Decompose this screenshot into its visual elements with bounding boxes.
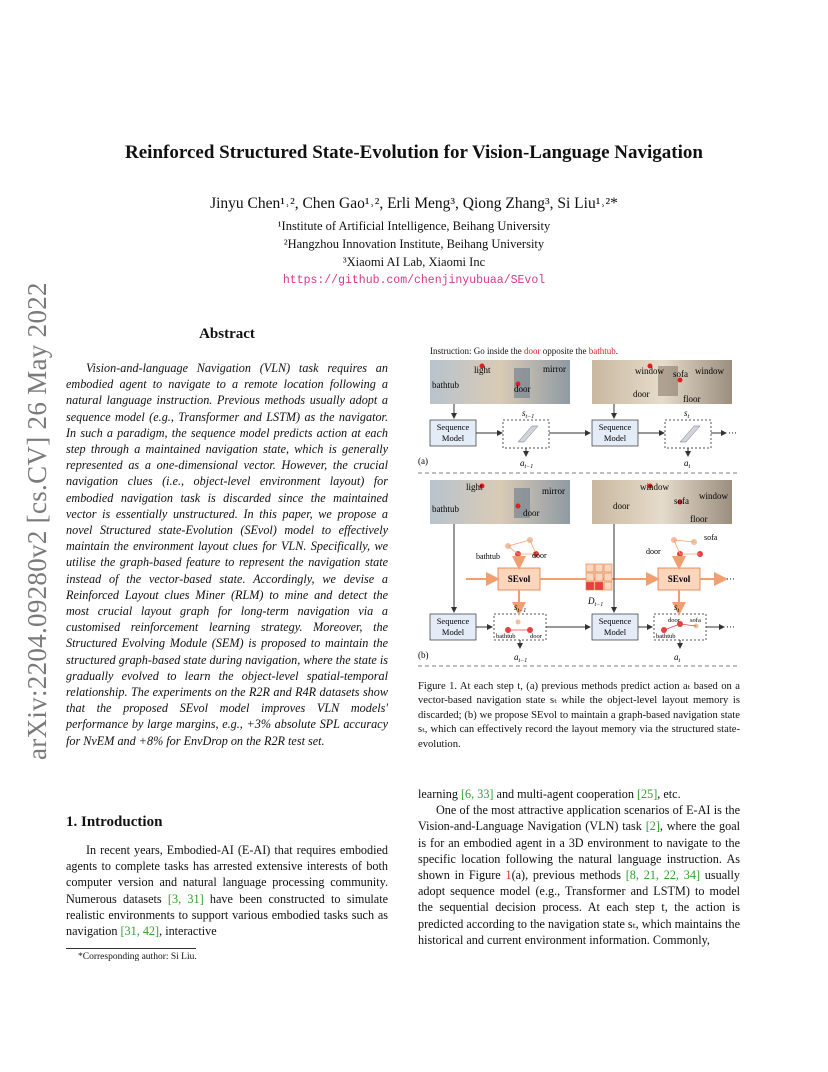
footnote-rule xyxy=(66,948,196,949)
affiliation-3: ³Xiaomi AI Lab, Xiaomi Inc xyxy=(342,255,486,269)
sequence-model-label: Sequence xyxy=(436,422,470,432)
paper-title: Reinforced Structured State-Evolution for Vision-Language Navigation xyxy=(125,142,703,163)
object-label: window xyxy=(635,366,664,376)
svg-text:Model: Model xyxy=(603,433,627,443)
svg-text:st: $s_t$ xyxy=(684,408,690,420)
citation-link[interactable]: [2] xyxy=(645,819,660,834)
figure-link[interactable]: 1 xyxy=(505,868,512,883)
paragraph-continuation: learning [6, 33] and multi-agent cooperation [25], etc. xyxy=(418,787,681,801)
object-label: door xyxy=(514,384,531,394)
citation-link[interactable]: [8, 21, 22, 34] xyxy=(625,868,700,883)
object-label: light xyxy=(474,365,491,375)
layout-memory-grid xyxy=(586,564,612,590)
figure-label-a: (a) xyxy=(418,456,428,466)
svg-text:at: $a_t$ xyxy=(674,652,681,664)
svg-text:···: ··· xyxy=(728,428,737,438)
abstract-text: Vision-and-language Navigation (VLN) task requires an embodied agent to navigate to a remote location following a natural language instruction. Previous methods usually adopt a sequence model (e.g., Transformer and LSTM) as the navigator. In such a paradigm, the sequence model predicts action at each step through a maintained navigation state, which is generally represented as a one-dimensional vector. However, the crucial navigation clues (i.e., object-level environment layout) for embodied navigation task is discarded since the maintained vector is essentially unstructured. In this paper, we propose a novel Structured state-Evolution (SEvol) model to effectively maintain the environment layout clues for VLN. Specifically, we utilise the graph-based feature to represent the navigation state instead of the vector-based state. Accordingly, we devise a Reinforced Layout clues Miner (RLM) to mine and detect the most crucial layout graph for long-term navigation via a customised reinforcement learning strategy. Moreover, the Structured Evolving Module (SEM) is proposed to maintain the structured graph-based state during navigation, where the state is gradually evolved to learn the object-level spatial-temporal relationship. The experiments on the R2R and R4R datasets show that the proposed SEvol model improves VLN models' performance by large margins, e.g., +3% absolute SPL accuracy for NvEM and +8% for EnvDrop on the R2R test set. xyxy=(66,361,388,748)
affiliation-1: ¹Institute of Artificial Intelligence, Beihang University xyxy=(277,219,551,233)
svg-text:door: door xyxy=(523,508,540,518)
svg-text:sofa: sofa xyxy=(704,533,718,542)
figure-caption: Figure 1. At each step t, (a) previous methods predict action aₜ based on a vector-based navigation state sₜ while the object-level layout memory is discarded; (b) we propose SEvol to maintain a graph-based navigation state sₜ, which can effectively record the layout memory via the structured state-evolution. xyxy=(418,681,740,750)
object-label: mirror xyxy=(543,364,566,374)
figure-1 xyxy=(418,344,740,670)
svg-text:Model: Model xyxy=(603,627,627,637)
svg-text:bathtub: bathtub xyxy=(432,504,459,514)
svg-text:door: door xyxy=(532,551,547,560)
svg-text:Model: Model xyxy=(441,433,465,443)
svg-text:bathtub: bathtub xyxy=(476,552,500,561)
svg-text:st−1: $s_{t-1}$ xyxy=(514,602,527,614)
github-link[interactable]: https://github.com/chenjinyubuaa/SEvol xyxy=(282,274,546,287)
svg-text:at−1: $a_{t-1}$ xyxy=(520,458,534,470)
svg-text:st: $s_t$ xyxy=(674,602,680,614)
svg-text:door: door xyxy=(530,633,542,640)
intro-paragraph: In recent years, Embodied-AI (E-AI) that requires embodied agents to complete tasks has arrested extensive interests of both computer version and natural language processing community. Numerous datasets [3, 31] have been constructed to simulate realistic environments to support various embodied tasks such as navigation [31, 42], interactive xyxy=(66,843,389,939)
sevol-label: SEvol xyxy=(667,574,691,584)
sequence-model-label: Sequence xyxy=(598,422,632,432)
svg-text:sofa: sofa xyxy=(674,496,689,506)
svg-text:door: door xyxy=(646,547,661,556)
svg-text:floor: floor xyxy=(690,514,708,524)
paragraph: One of the most attractive application scenarios of E-AI is the Vision-and-Language Navigation (VLN) task [2], where the goal is for an embodied agent in a 3D environment to navigate to the specific location following the natural language instruction. As shown in Figure 1(a), previous methods [8, 21, 22, 34] usually adopt sequence model (e.g., Transformer and LSTM) to model the sequential decision process. At each step t, the action is predicted according to the navigation state sₜ, which maintains the historical and current environment information. Commonly, xyxy=(418,803,740,947)
svg-text:Sequence: Sequence xyxy=(436,616,470,626)
citation-link[interactable]: [3, 31] xyxy=(167,891,204,906)
footnote: *Corresponding author: Si Liu. xyxy=(78,952,197,962)
svg-text:···: ··· xyxy=(726,622,735,632)
svg-text:window: window xyxy=(640,482,669,492)
svg-text:at−1: $a_{t-1}$ xyxy=(514,652,528,664)
svg-text:···: ··· xyxy=(726,574,735,584)
svg-text:door: door xyxy=(613,501,630,511)
figure-instruction: Instruction: Go inside the door opposite the bathtub. xyxy=(430,346,618,356)
object-label: window xyxy=(695,366,724,376)
object-label: door xyxy=(633,389,650,399)
svg-text:door: door xyxy=(668,617,680,624)
citation-link[interactable]: [6, 33] xyxy=(460,787,494,801)
svg-text:st−1: $s_{t-1}$ xyxy=(522,408,535,420)
svg-text:light: light xyxy=(466,482,483,492)
svg-text:bathtub: bathtub xyxy=(496,633,516,640)
figure-label-b: (b) xyxy=(418,650,429,660)
citation-link[interactable]: [25] xyxy=(636,787,658,801)
object-label: bathtub xyxy=(432,380,459,390)
sevol-label: SEvol xyxy=(507,574,531,584)
citation-link[interactable]: [31, 42] xyxy=(120,924,160,939)
arxiv-stamp: arXiv:2204.09280v2 [cs.CV] 26 May 2022 xyxy=(22,282,52,760)
svg-text:Dt−1: $D_{t-1}$ xyxy=(588,596,604,608)
author-list: Jinyu Chen¹˒², Chen Gao¹˒², Erli Meng³, Qiong Zhang³, Si Liu¹˒²* xyxy=(210,195,618,212)
svg-text:mirror: mirror xyxy=(542,486,565,496)
svg-text:at: $a_t$ xyxy=(684,458,691,470)
object-label: sofa xyxy=(673,369,688,379)
svg-text:Model: Model xyxy=(441,627,465,637)
object-label: floor xyxy=(683,394,701,404)
right-column-text xyxy=(418,786,740,948)
affiliation-2: ²Hangzhou Innovation Institute, Beihang University xyxy=(283,237,545,251)
figure-diagram xyxy=(418,344,740,670)
abstract-heading: Abstract xyxy=(199,326,255,342)
svg-text:sofa: sofa xyxy=(690,617,701,624)
intro-heading: 1. Introduction xyxy=(66,814,163,830)
svg-text:bathtub: bathtub xyxy=(656,633,676,640)
svg-text:Sequence: Sequence xyxy=(598,616,632,626)
svg-text:window: window xyxy=(699,491,728,501)
